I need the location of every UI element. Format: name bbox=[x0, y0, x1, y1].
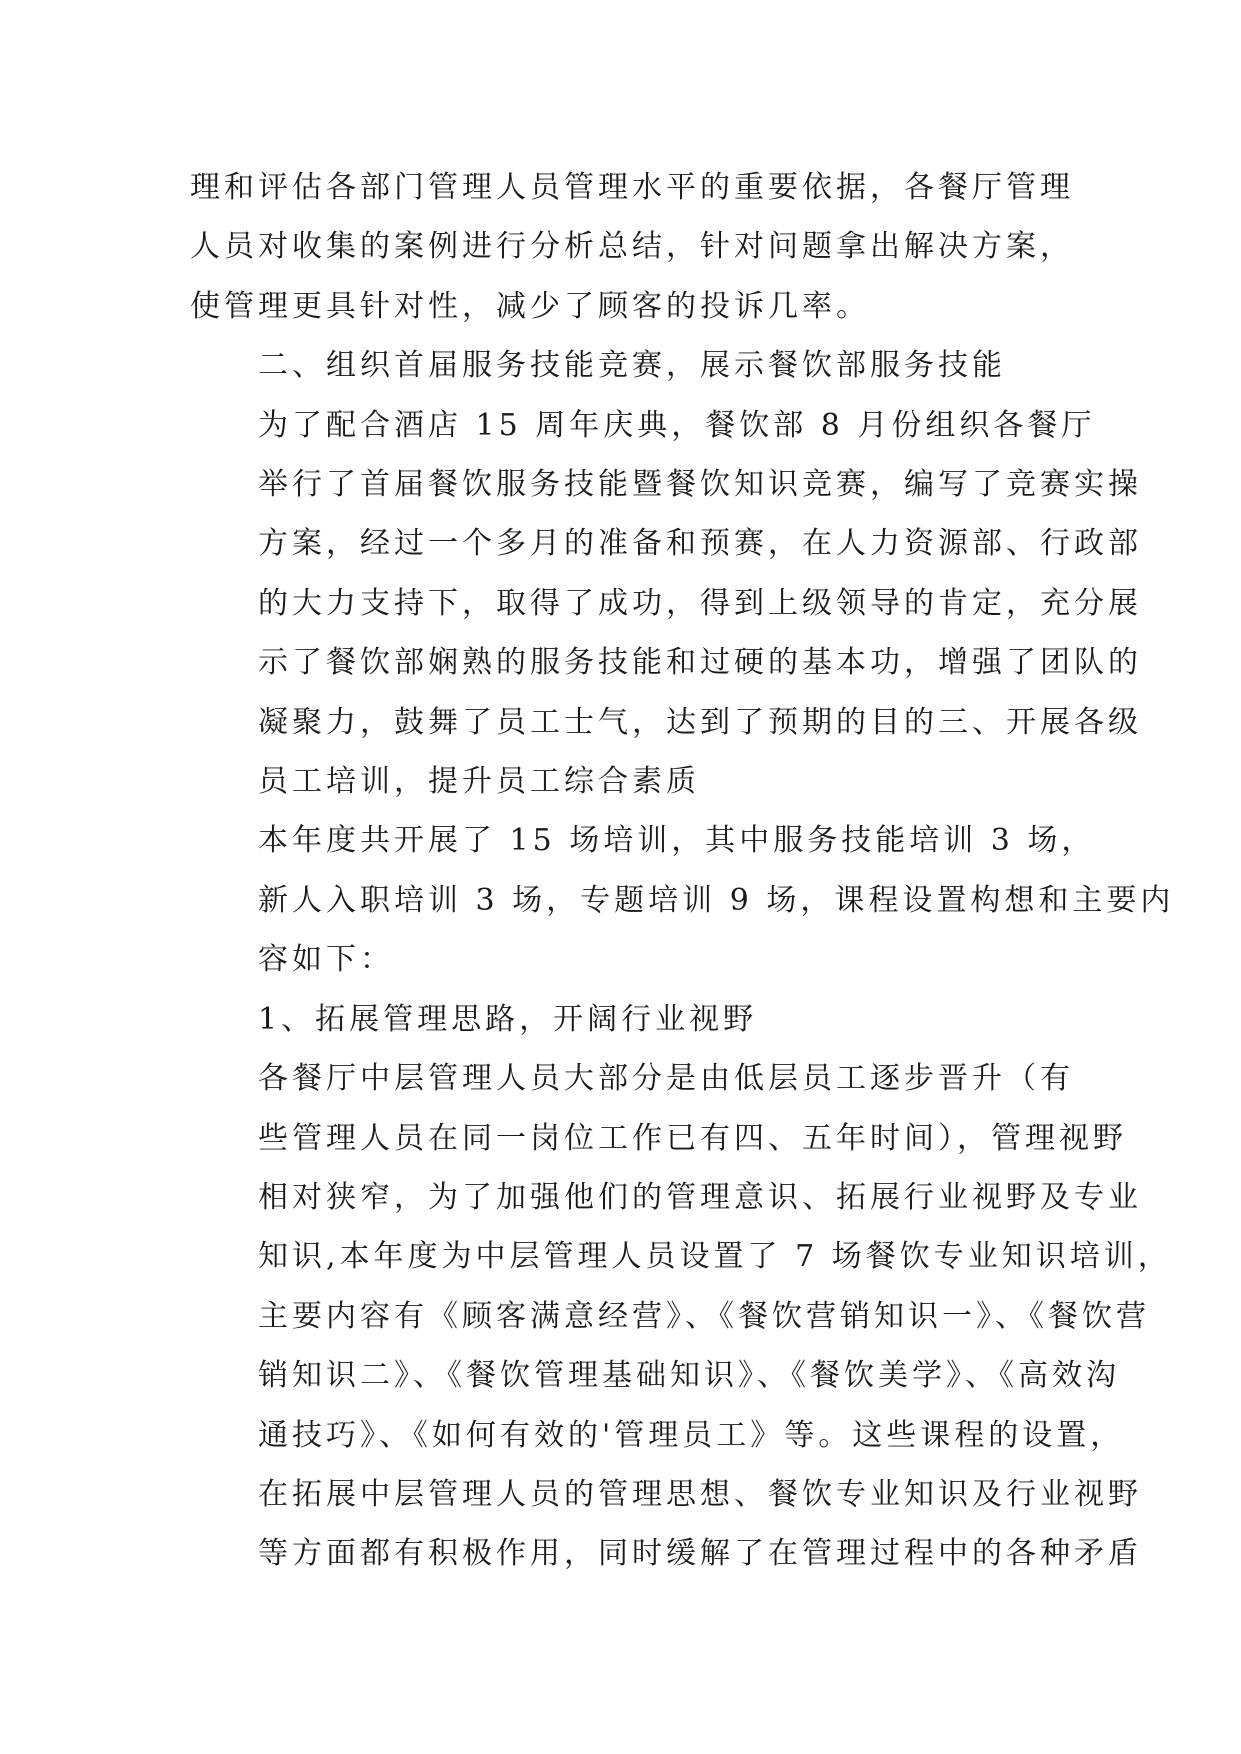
paragraph-middle-management-training bbox=[190, 1049, 1172, 1584]
text-line: 人员对收集的案例进行分析总结，针对问题拿出解决方案， bbox=[190, 229, 1074, 265]
text-line: 等方面都有积极作用，同时缓解了在管理过程中的各种矛盾 bbox=[258, 1536, 1142, 1572]
paragraph-training-overview bbox=[190, 811, 1175, 989]
text-line: 理和评估各部门管理人员管理水平的重要依据，各餐厅管理 bbox=[190, 170, 1074, 205]
text-line: 相对狭窄，为了加强他们的管理意识、拓展行业视野及专业 bbox=[258, 1179, 1142, 1215]
text-line: 使管理更具针对性，减少了顾客的投诉几率。 bbox=[190, 288, 870, 324]
text-line: 知识,本年度为中层管理人员设置了 7 场餐饮专业知识培训， bbox=[258, 1239, 1172, 1275]
text-line: 的大力支持下，取得了成功，得到上级领导的肯定，充分展 bbox=[258, 585, 1142, 621]
text-line: 示了餐饮部娴熟的服务技能和过硬的基本功，增强了团队的 bbox=[258, 645, 1142, 681]
text-line: 为了配合酒店 15 周年庆典，餐饮部 8 月份组织各餐厅 bbox=[258, 407, 1096, 443]
heading-line: 二、组织首届服务技能竞赛，展示餐饮部服务技能 bbox=[258, 348, 1006, 384]
text-line: 在拓展中层管理人员的管理思想、餐饮专业知识及行业视野 bbox=[258, 1476, 1142, 1512]
text-line: 各餐厅中层管理人员大部分是由低层员工逐步晋升（有 bbox=[258, 1061, 1074, 1097]
text-line: 新人入职培训 3 场，专题培训 9 场，课程设置构想和主要内 bbox=[258, 882, 1175, 918]
heading-line: 1、拓展管理思路，开阔行业视野 bbox=[258, 1001, 758, 1037]
paragraph-management-cases bbox=[190, 158, 1074, 336]
document-body bbox=[190, 158, 1175, 1584]
text-line: 通技巧》、《如何有效的'管理员工》等。这些课程的设置， bbox=[258, 1417, 1125, 1453]
text-line: 容如下： bbox=[258, 942, 394, 978]
text-line: 本年度共开展了 15 场培训，其中服务技能培训 3 场， bbox=[258, 823, 1096, 859]
text-line: 主要内容有《顾客满意经营》、《餐饮营销知识一》、《餐饮营 bbox=[258, 1298, 1150, 1334]
paragraph-competition bbox=[190, 396, 1142, 812]
text-line: 举行了首届餐饮服务技能暨餐饮知识竞赛，编写了竞赛实操 bbox=[258, 467, 1142, 503]
text-line: 方案，经过一个多月的准备和预赛，在人力资源部、行政部 bbox=[258, 526, 1142, 562]
section-heading-skills-competition bbox=[190, 336, 1050, 395]
subheading-management-thinking bbox=[190, 990, 1050, 1049]
text-line: 凝聚力，鼓舞了员工士气，达到了预期的目的三、开展各级 bbox=[258, 704, 1142, 740]
text-line: 销知识二》、《餐饮管理基础知识》、《餐饮美学》、《高效沟 bbox=[258, 1358, 1120, 1394]
text-line: 些管理人员在同一岗位工作已有四、五年时间），管理视野 bbox=[258, 1120, 1127, 1156]
text-line: 员工培训，提升员工综合素质 bbox=[258, 764, 700, 800]
